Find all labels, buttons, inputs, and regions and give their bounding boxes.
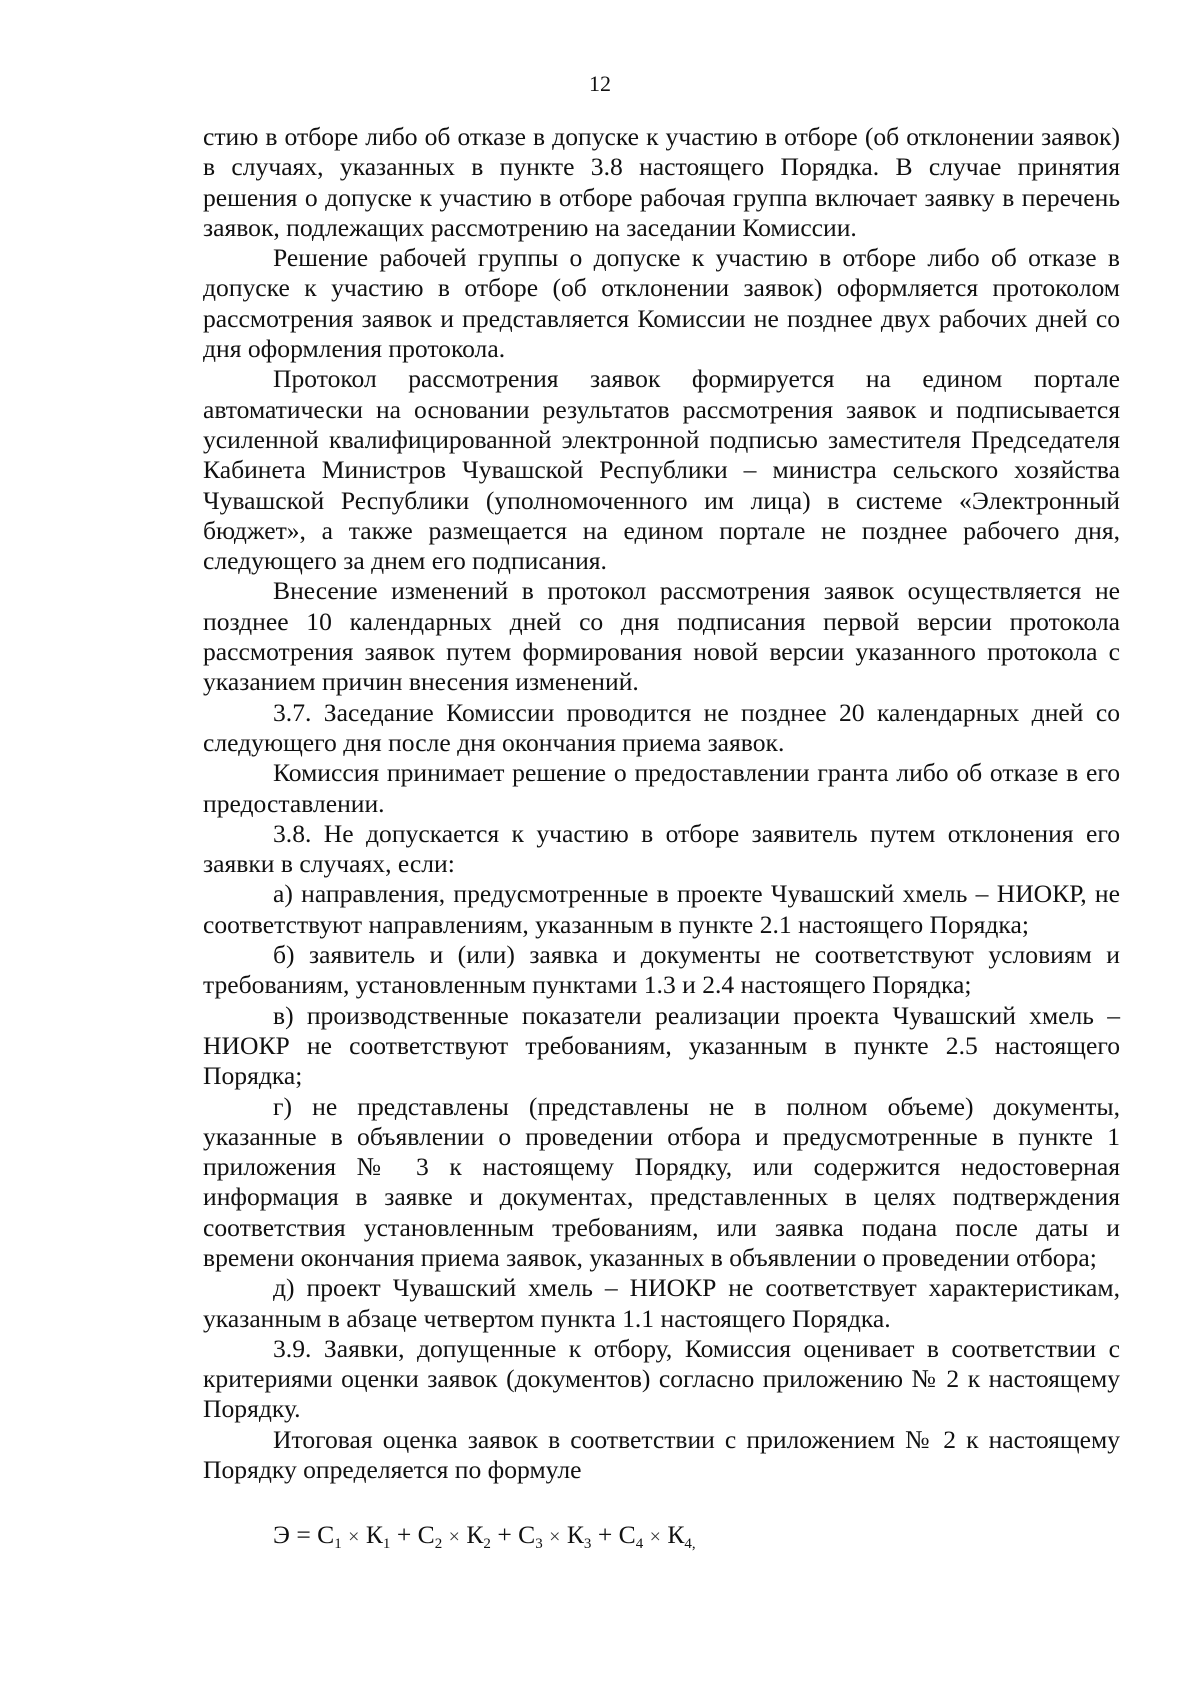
formula-lhs: Э	[273, 1520, 290, 1549]
page-number: 12	[589, 71, 611, 96]
formula-term-3: $С_3 \times К_3$	[518, 1520, 592, 1552]
list-item-d: д) проект Чувашский хмель – НИОКР не соответствует характеристикам, указанным в абзаце четвертом пункта 1.1 настоящего Порядка.	[203, 1273, 1120, 1333]
formula-equals: =	[296, 1520, 311, 1549]
paragraph-3-7: 3.7. Заседание Комиссии проводится не позднее 20 календарных дней со следующего дня после дня окончания приема заявок.	[203, 697, 1120, 757]
formula-plus: +	[597, 1520, 613, 1549]
paragraph-working-group-decision: Решение рабочей группы о допуске к участию в отборе либо об отказе в допуске к участию в отборе (об отклонении заявок) оформляется протоколом рассмотрения заявок и представляется Комиссии не позднее двух рабочих дней со дня оформления протокола.	[203, 243, 1120, 364]
paragraph-3-9: 3.9. Заявки, допущенные к отбору, Комиссия оценивает в соответствии с критериями оценки заявок (документов) согласно приложению № 2 к настоящему Порядку.	[203, 1333, 1120, 1424]
paragraph-final-score: Итоговая оценка заявок в соответствии с приложением № 2 к настоящему Порядку определяется по формуле	[203, 1424, 1120, 1485]
formula-plus: +	[497, 1520, 512, 1549]
formula-term-2: $С_2 \times К_2$	[417, 1520, 491, 1552]
formula-term-4: $С_4 \times К_{4,}$	[618, 1520, 696, 1552]
list-item-v: в) производственные показатели реализации проекта Чувашский хмель – НИОКР не соответствуют требованиям, указанным в пункте 2.5 настоящего Порядка;	[203, 1000, 1120, 1091]
formula-plus: +	[396, 1520, 412, 1549]
paragraph-commission-decision: Комиссия принимает решение о предоставлении гранта либо об отказе в его предоставлении.	[203, 758, 1120, 818]
document-body	[203, 122, 1120, 1485]
paragraph-continuation: стию в отборе либо об отказе в допуске к участию в отборе (об отклонении заявок) в случаях, указанных в пункте 3.8 настоящего Порядка. В случае принятия решения о допуске к участию в отборе рабочая группа включает заявку в перечень заявок, подлежащих рассмотрению на заседании Комиссии.	[203, 122, 1120, 242]
list-item-b: б) заявитель и (или) заявка и документы не соответствуют условиям и требованиям, установленным пунктами 1.3 и 2.4 настоящего Порядка;	[203, 940, 1120, 1000]
score-formula	[273, 1519, 696, 1553]
paragraph-protocol-formation: Протокол рассмотрения заявок формируется на едином портале автоматически на основании результатов рассмотрения заявок и подписывается усиленной квалифицированной электронной подписью заместителя Председателя Кабинета Министров Чувашской Республики – министра сельского хозяйства Чувашской Республики (уполномоченного им лица) в системе «Электронный бюджет», а также размещается на едином портале не позднее рабочего дня, следующего за днем его подписания.	[203, 364, 1120, 576]
paragraph-protocol-changes: Внесение изменений в протокол рассмотрения заявок осуществляется не позднее 10 календарных дней со дня подписания первой версии протокола рассмотрения заявок путем формирования новой версии указанного протокола с указанием причин внесения изменений.	[203, 576, 1120, 697]
formula-term-1: $С_1 \times К_1$	[317, 1520, 391, 1552]
paragraph-3-8: 3.8. Не допускается к участию в отборе заявитель путем отклонения его заявки в случаях, если:	[203, 818, 1120, 879]
list-item-a: а) направления, предусмотренные в проекте Чувашский хмель – НИОКР, не соответствуют направлениям, указанным в пункте 2.1 настоящего Порядка;	[203, 879, 1120, 939]
list-item-g: г) не представлены (представлены не в полном объеме) документы, указанные в объявлении о проведении отбора и предусмотренные в пункте 1 приложения № 3 к настоящему Порядку, или содержится недостоверная информация в заявке и документах, представленных в целях подтверждения соответствия установленным требованиям, или заявка подана после даты и времени окончания приема заявок, указанных в объявлении о проведении отбора;	[203, 1091, 1120, 1272]
